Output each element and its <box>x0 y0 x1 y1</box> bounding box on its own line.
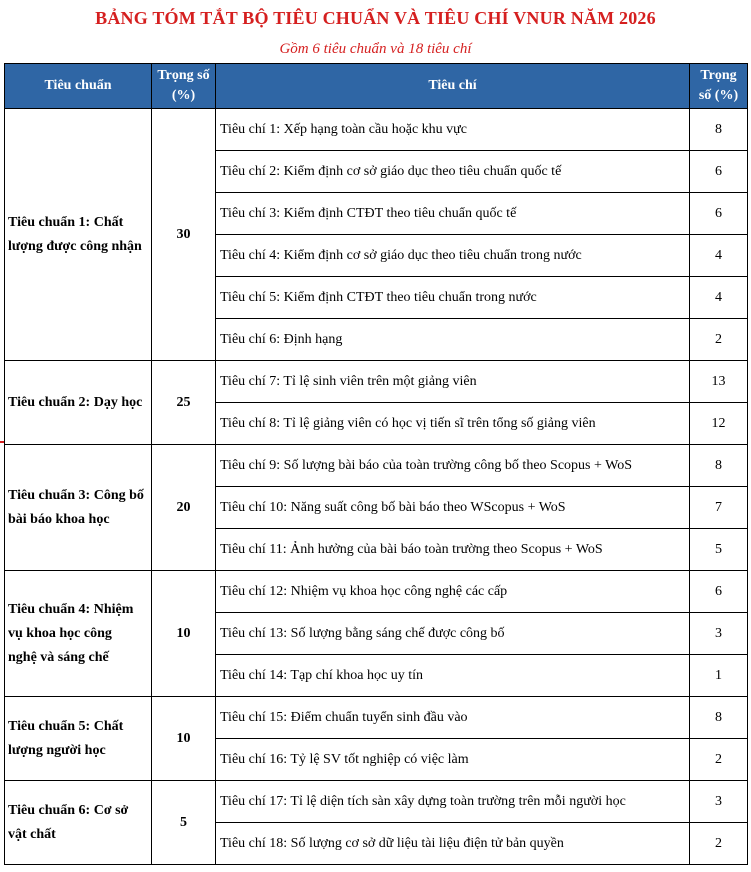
criterion-weight: 3 <box>690 613 748 655</box>
standard-name-line: Tiêu chuẩn 1: Chất <box>8 214 124 230</box>
standard-weight-cell: 10 <box>152 571 216 697</box>
criterion-weight: 2 <box>690 319 748 361</box>
standard-weight-cell: 20 <box>152 445 216 571</box>
standard-name-cell <box>5 571 152 697</box>
criterion-label: Tiêu chí 14: Tạp chí khoa học uy tín <box>216 655 690 697</box>
criterion-label: Tiêu chí 16: Tỷ lệ SV tốt nghiệp có việc làm <box>216 739 690 781</box>
criteria-table <box>4 63 748 865</box>
header-criterion-weight <box>690 64 748 109</box>
standard-weight-cell: 5 <box>152 781 216 865</box>
header-standard: Tiêu chuẩn <box>5 64 152 109</box>
criterion-weight: 4 <box>690 235 748 277</box>
criterion-label: Tiêu chí 8: Tỉ lệ giảng viên có học vị tiến sĩ trên tổng số giảng viên <box>216 403 690 445</box>
header-standard-weight <box>152 64 216 109</box>
criterion-label: Tiêu chí 15: Điểm chuẩn tuyển sinh đầu vào <box>216 697 690 739</box>
standard-name-cell <box>5 445 152 571</box>
header-standard-weight-line2: (%) <box>171 88 196 103</box>
standard-name-line: Tiêu chuẩn 5: Chất <box>8 718 124 734</box>
header-criterion-weight-line2: số (%) <box>698 88 739 103</box>
standard-name-line: Tiêu chuẩn 4: Nhiệm <box>8 601 134 617</box>
criterion-weight: 6 <box>690 571 748 613</box>
header-standard-weight-line1: Trọng số <box>157 68 210 83</box>
standard-name-line: Tiêu chuẩn 3: Công bố <box>8 487 144 503</box>
table-row <box>5 445 748 487</box>
standard-name-cell <box>5 109 152 361</box>
criterion-weight: 4 <box>690 277 748 319</box>
criterion-weight: 8 <box>690 697 748 739</box>
criterion-label: Tiêu chí 12: Nhiệm vụ khoa học công nghệ các cấp <box>216 571 690 613</box>
standard-name-cell <box>5 781 152 865</box>
criterion-label: Tiêu chí 7: Tỉ lệ sinh viên trên một giảng viên <box>216 361 690 403</box>
criterion-label: Tiêu chí 4: Kiểm định cơ sở giáo dục theo tiêu chuẩn trong nước <box>216 235 690 277</box>
table-header-row <box>5 64 748 109</box>
standard-name-line: bài báo khoa học <box>8 511 110 527</box>
criterion-label: Tiêu chí 18: Số lượng cơ sở dữ liệu tài liệu điện tử bản quyền <box>216 823 690 865</box>
table-row <box>5 697 748 739</box>
criterion-label: Tiêu chí 13: Số lượng bằng sáng chế được công bố <box>216 613 690 655</box>
criterion-weight: 8 <box>690 109 748 151</box>
criterion-weight: 2 <box>690 739 748 781</box>
table-row <box>5 571 748 613</box>
header-criterion-weight-line1: Trọng <box>700 68 737 83</box>
criterion-label: Tiêu chí 17: Tỉ lệ diện tích sàn xây dựng toàn trường trên mỗi người học <box>216 781 690 823</box>
standard-name-cell <box>5 697 152 781</box>
document-title: BẢNG TÓM TẮT BỘ TIÊU CHUẨN VÀ TIÊU CHÍ VNUR NĂM 2026 <box>95 8 656 28</box>
criterion-weight: 13 <box>690 361 748 403</box>
standard-name-cell <box>5 361 152 445</box>
standard-weight-cell: 25 <box>152 361 216 445</box>
criterion-label: Tiêu chí 9: Số lượng bài báo của toàn trường công bố theo Scopus + WoS <box>216 445 690 487</box>
criterion-label: Tiêu chí 2: Kiểm định cơ sở giáo dục theo tiêu chuẩn quốc tế <box>216 151 690 193</box>
criterion-label: Tiêu chí 11: Ảnh hưởng của bài báo toàn trường theo Scopus + WoS <box>216 529 690 571</box>
criterion-weight: 1 <box>690 655 748 697</box>
standard-name-line: vật chất <box>8 826 56 842</box>
table-row <box>5 361 748 403</box>
criterion-label: Tiêu chí 1: Xếp hạng toàn cầu hoặc khu vực <box>216 109 690 151</box>
criterion-weight: 2 <box>690 823 748 865</box>
criterion-label: Tiêu chí 5: Kiểm định CTĐT theo tiêu chuẩn trong nước <box>216 277 690 319</box>
standard-name-line: vụ khoa học công <box>8 625 112 641</box>
standard-weight-cell: 30 <box>152 109 216 361</box>
criterion-label: Tiêu chí 6: Định hạng <box>216 319 690 361</box>
criterion-label: Tiêu chí 3: Kiểm định CTĐT theo tiêu chuẩn quốc tế <box>216 193 690 235</box>
standard-name-line: lượng người học <box>8 742 106 758</box>
criterion-weight: 3 <box>690 781 748 823</box>
table-body <box>5 109 748 865</box>
criterion-weight: 6 <box>690 151 748 193</box>
table-row <box>5 781 748 823</box>
standard-weight-cell: 10 <box>152 697 216 781</box>
criterion-weight: 6 <box>690 193 748 235</box>
standard-name-line: Tiêu chuẩn 6: Cơ sở <box>8 802 129 818</box>
criterion-weight: 8 <box>690 445 748 487</box>
document-subtitle: Gồm 6 tiêu chuẩn và 18 tiêu chí <box>279 41 472 57</box>
standard-name-line: nghệ và sáng chế <box>8 649 109 665</box>
criterion-weight: 5 <box>690 529 748 571</box>
criterion-weight: 7 <box>690 487 748 529</box>
standard-name-line: Tiêu chuẩn 2: Dạy học <box>8 394 143 410</box>
table-row <box>5 109 748 151</box>
header-criterion: Tiêu chí <box>216 64 690 109</box>
criterion-weight: 12 <box>690 403 748 445</box>
standard-name-line: lượng được công nhận <box>8 238 142 254</box>
criterion-label: Tiêu chí 10: Năng suất công bố bài báo theo WScopus + WoS <box>216 487 690 529</box>
